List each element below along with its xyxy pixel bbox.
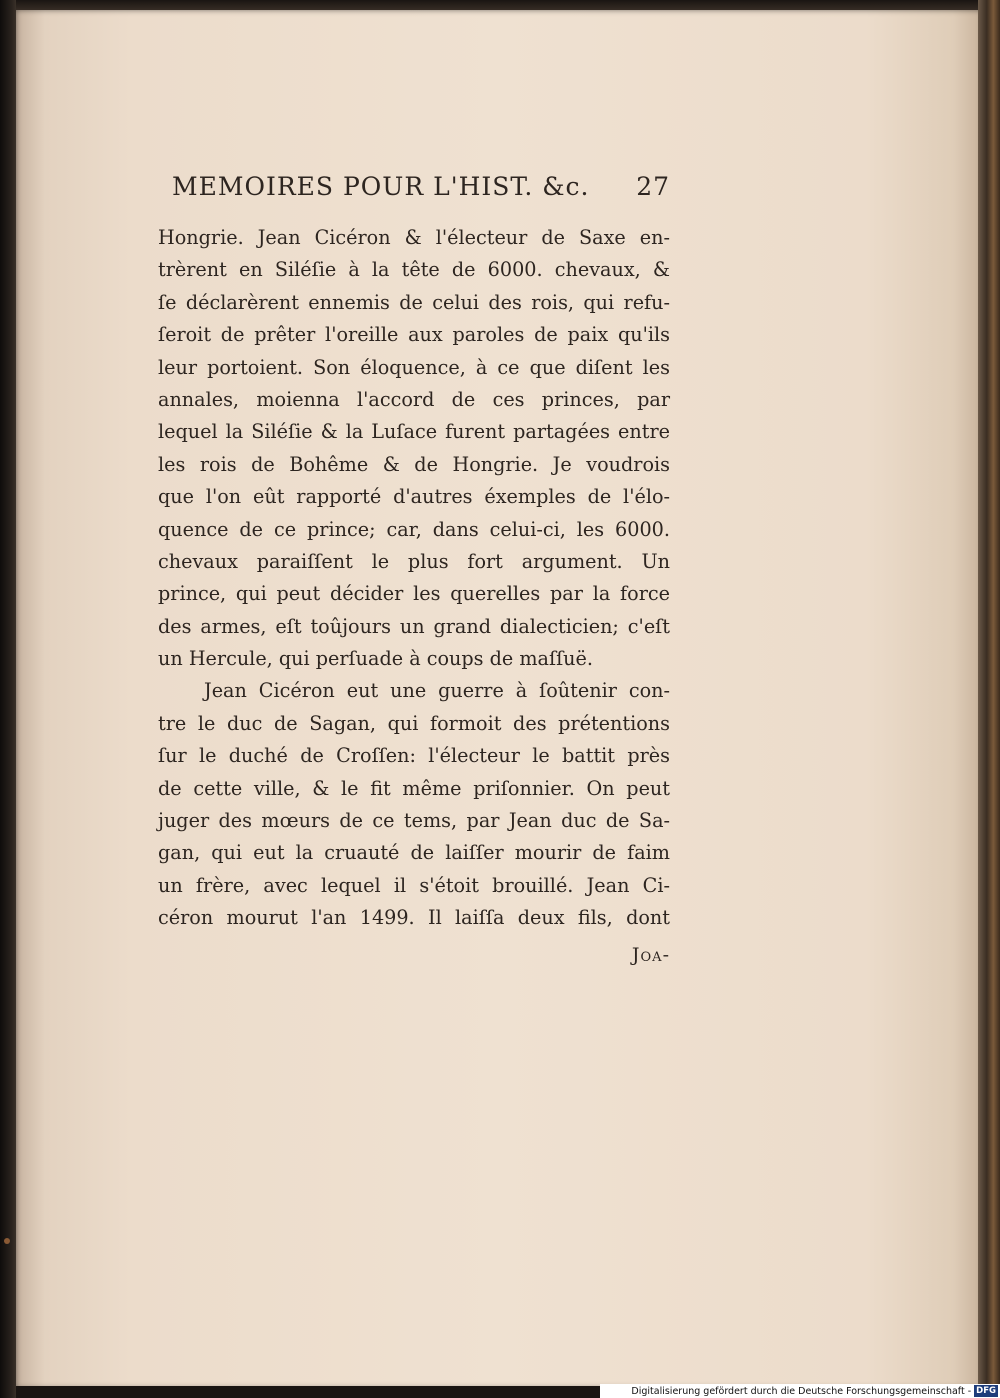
ink-spot	[4, 1238, 10, 1244]
book-edge-right	[978, 0, 1000, 1398]
text-line: Hongrie. Jean Cicéron & l'électeur de Saxe en-	[158, 226, 670, 249]
text-line: ſur le duché de Croſſen: l'électeur le battit près	[158, 744, 670, 768]
text-line: annales, moienna l'accord de ces princes, par	[158, 387, 670, 411]
page-number: 27	[636, 172, 670, 201]
text-line: chevaux paraiſſent le plus fort argument. Un	[158, 549, 670, 573]
text-line: un frère, avec lequel il s'étoit brouillé. Jean Ci-	[158, 873, 670, 897]
text-line: les rois de Bohême & de Hongrie. Je voudrois	[158, 452, 670, 476]
text-line: des armes, eſt toûjours un grand dialecticien; c'eſt	[158, 614, 670, 638]
text-line: de cette ville, & le fit même priſonnier. On peut	[158, 776, 670, 800]
digitization-credit-bar	[600, 1384, 1000, 1398]
text-line: gan, qui eut la cruauté de laiſſer mourir de faim	[158, 841, 670, 865]
text-line: leur portoient. Son éloquence, à ce que diſent les	[158, 355, 670, 379]
page-text-block	[158, 172, 670, 971]
running-head-title: MEMOIRES POUR L'HIST. &c.	[172, 172, 590, 201]
catchword: Joa-	[631, 943, 670, 966]
text-line: quence de ce prince; car, dans celui-ci, les 6000.	[158, 517, 670, 541]
text-line: un Hercule, qui perſuade à coups de maſſuë.	[158, 647, 593, 671]
text-line: lequel la Siléſie & la Luſace furent partagées entre	[158, 420, 670, 444]
text-line: trèrent en Siléſie à la tête de 6000. chevaux, &	[158, 258, 670, 282]
text-line: prince, qui peut décider les querelles par la force	[158, 582, 670, 606]
running-head	[172, 172, 670, 222]
body-text	[158, 222, 670, 935]
text-line: céron mourut l'an 1499. Il laiſſa deux fils, dont	[158, 906, 670, 930]
text-line: juger des mœurs de ce tems, par Jean duc de Sa-	[158, 809, 670, 833]
paragraph-first-line: Jean Cicéron eut une guerre à ſoûtenir con-	[204, 679, 670, 703]
digitization-credit: Digitalisierung gefördert durch die Deutsche Forschungsgemeinschaft -	[631, 1385, 972, 1397]
text-line: que l'on eût rapporté d'autres éxemples de l'élo-	[158, 485, 670, 509]
text-line: tre le duc de Sagan, qui formoit des prétentions	[158, 711, 670, 735]
dfg-logo-icon: DFG	[976, 1386, 996, 1396]
text-line: ſe déclarèrent ennemis de celui des rois, qui refu-	[158, 290, 670, 314]
text-line: ſeroit de prêter l'oreille aux paroles de paix qu'ils	[158, 323, 670, 347]
